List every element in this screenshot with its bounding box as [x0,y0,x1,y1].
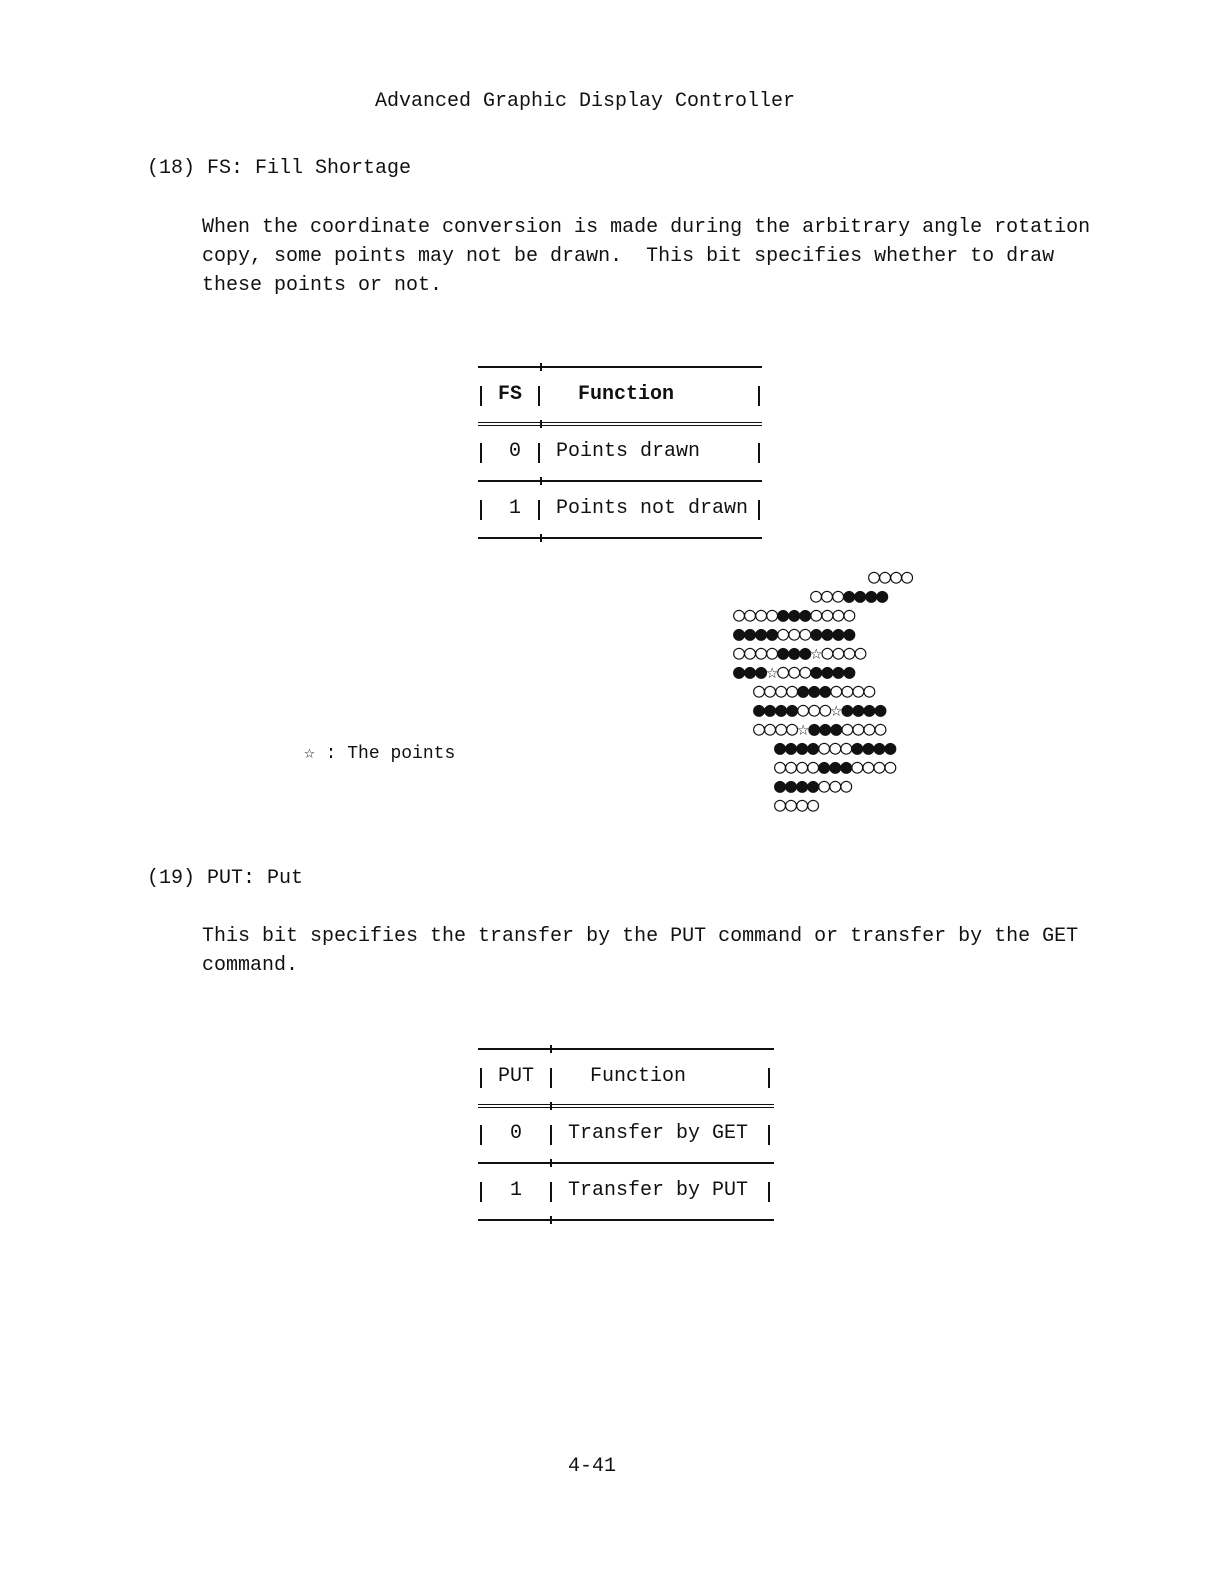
table-border [480,1182,482,1202]
table-tick [550,1102,552,1110]
dot-row: ○○○○ [868,564,913,588]
table-rule [478,1048,774,1050]
fs-function-table [478,360,764,545]
table-border [768,1068,770,1088]
table-rule-header [478,1104,774,1108]
page-number: 4-41 [567,1455,616,1478]
table-rule [478,537,762,539]
table-border [538,500,540,520]
dot-row: ○○○○●●●○○○○ [774,754,896,778]
table-border [550,1182,552,1202]
table-tick [550,1216,552,1224]
table-border [538,443,540,463]
table-rule-header [478,422,762,426]
table-tick [540,420,542,428]
dot-row: ○○○○●●●○○○○ [733,602,855,626]
table-cell-function: Points drawn [556,440,701,463]
table-cell-function: Transfer by PUT [568,1179,749,1202]
dot-row: ○○○○ [774,792,819,816]
table-border [758,500,760,520]
section-19-paragraph [202,922,1082,980]
table-cell-value: 0 [509,440,522,463]
table-border [480,500,482,520]
table-border [550,1068,552,1088]
dot-row: ●●●●○○○●●●● [774,735,896,759]
paragraph-line: This bit specifies the transfer by the PUT command or transfer by the GET [202,925,1079,948]
page-header-title: Advanced Graphic Display Controller [374,90,796,113]
paragraph-line: When the coordinate conversion is made during the arbitrary angle rotation [202,216,1091,239]
table-border [550,1125,552,1145]
table-cell-value: 1 [510,1179,523,1202]
table-border [768,1182,770,1202]
table-header-function: Function [590,1065,687,1088]
dot-row: ●●●☆○○○●●●● [733,659,855,683]
table-border [480,443,482,463]
put-function-table [478,1042,776,1227]
paragraph-line: these points or not. [202,274,443,297]
table-border [480,1125,482,1145]
table-rule [478,366,762,368]
table-header-fs: FS [498,383,523,406]
dot-row: ○○○○●●●☆○○○○ [733,640,866,664]
table-border [758,386,760,406]
section-18-paragraph [202,213,1091,300]
table-border [480,1068,482,1088]
dot-row: ○○○○☆●●●○○○○ [753,716,886,740]
table-tick [540,477,542,485]
section-19-title: (19) PUT: Put [147,867,304,890]
table-border [480,386,482,406]
table-tick [540,534,542,542]
table-rule [478,1219,774,1221]
table-header-function: Function [578,383,675,406]
figure-legend: ☆ : The points [304,744,456,764]
paragraph-line: command. [202,954,299,977]
table-header-put: PUT [498,1065,535,1088]
table-tick [540,363,542,371]
dot-row: ●●●●○○○●●●● [733,621,855,645]
table-tick [550,1159,552,1167]
dot-row: ●●●●○○○ [774,773,852,797]
dot-row: ○○○○●●●○○○○ [753,678,875,702]
table-tick [550,1045,552,1053]
table-cell-function: Transfer by GET [568,1122,749,1145]
table-border [538,386,540,406]
table-cell-value: 0 [510,1122,523,1145]
table-cell-function: Points not drawn [556,497,749,520]
table-border [758,443,760,463]
paragraph-line: copy, some points may not be drawn. This bit specifies whether to draw [202,245,1055,268]
dot-row: ●●●●○○○☆●●●● [753,697,886,721]
table-cell-value: 1 [509,497,522,520]
dot-row: ○○○●●●● [810,583,888,607]
table-rule [478,480,762,482]
section-18-title: (18) FS: Fill Shortage [147,157,412,180]
table-rule [478,1162,774,1164]
table-border [768,1125,770,1145]
